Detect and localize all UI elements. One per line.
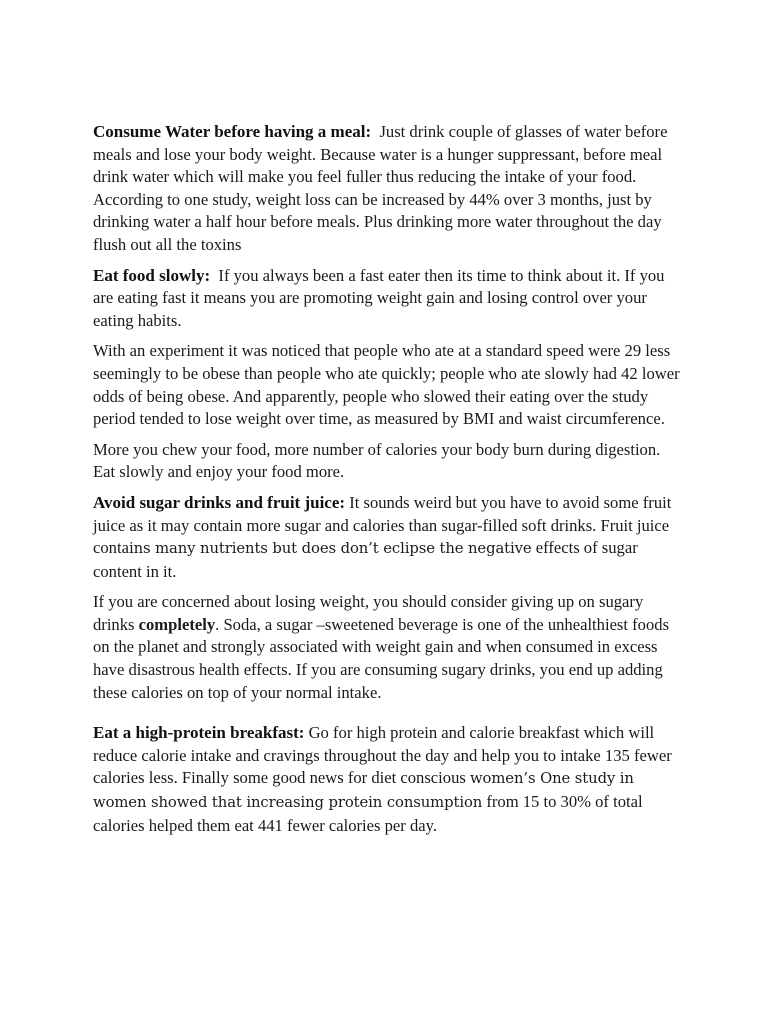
concern-part2: . Soda, a sugar –sweetened beverage is one of the unhealthiest foods on the planet and strongly associated with weight gain and when consumed in excess have disastrous health effects. If you are consuming sugary drinks, you end up adding these calories on top of your normal intake. — [93, 614, 670, 702]
water-heading: Consume Water before having a meal: — [93, 122, 372, 141]
concern-paragraph — [93, 591, 683, 704]
sugar-body-part1: It sounds weird but you have to avoid some fruit juice as it may contain more sugar and calories than sugar-filled soft drinks. Fruit juice conta — [93, 492, 672, 558]
protein-body-part1: Go for high protein and calorie breakfast which will reduce calorie intake and cravings throughout the day and help you to intake 135 fewer calories less. Finally some good news for diet conscious — [93, 723, 672, 788]
sugar-paragraph — [93, 492, 683, 583]
document-page — [93, 121, 683, 845]
protein-body-part2: women’s One study in women showed that increasing protein consumption — [93, 770, 634, 812]
slowly-body: If you always been a fast eater then its time to think about it. If you are eating fast it means you are promoting weight gain and losing control over your eating habits. — [93, 265, 669, 330]
slowly-paragraph — [93, 265, 683, 333]
concern-bold: completely — [138, 614, 216, 634]
protein-body-part3: from 15 to 30% of total calories helped them eat 441 fewer calories per day. — [93, 792, 643, 835]
protein-paragraph — [93, 722, 683, 837]
sugar-body-part3: effects of sugar content in it. — [93, 538, 638, 581]
protein-heading: Eat a high-protein breakfast: — [93, 723, 305, 743]
concern-part1: If you are concerned about losing weight, you should consider giving up on sugary drinks — [93, 592, 644, 634]
chew-paragraph: More you chew your food, more number of calories your body burn during digestion. Eat slowly and enjoy your food more. — [93, 439, 661, 482]
water-body: Just drink couple of glasses of water before meals and lose your body weight. Because water is a hunger suppressant, before meal drink water which will make you feel fuller thus reducing the intake of your food. According to one study, weight loss can be increased by 44% over 3 months, just by drinking water a half hour before meals. Plus drinking more water throughout the day flush out all the toxins — [93, 122, 672, 254]
slowly-heading: Eat food slowly: — [93, 265, 211, 285]
sugar-heading: Avoid sugar drinks and fruit juice: — [93, 492, 346, 512]
experiment-paragraph: With an experiment it was noticed that people who ate at a standard speed were 29 less seemingly to be obese than people who ate quickly; people who ate slowly had 42 lower odds of being obese. And apparently, people who slowed their eating over the study period tended to lose weight over time, as measured by BMI and waist circumference. — [93, 341, 680, 429]
water-paragraph — [93, 121, 683, 257]
sugar-body-part2: ins many nutrients but does don’t eclipse the negative — [128, 540, 532, 558]
